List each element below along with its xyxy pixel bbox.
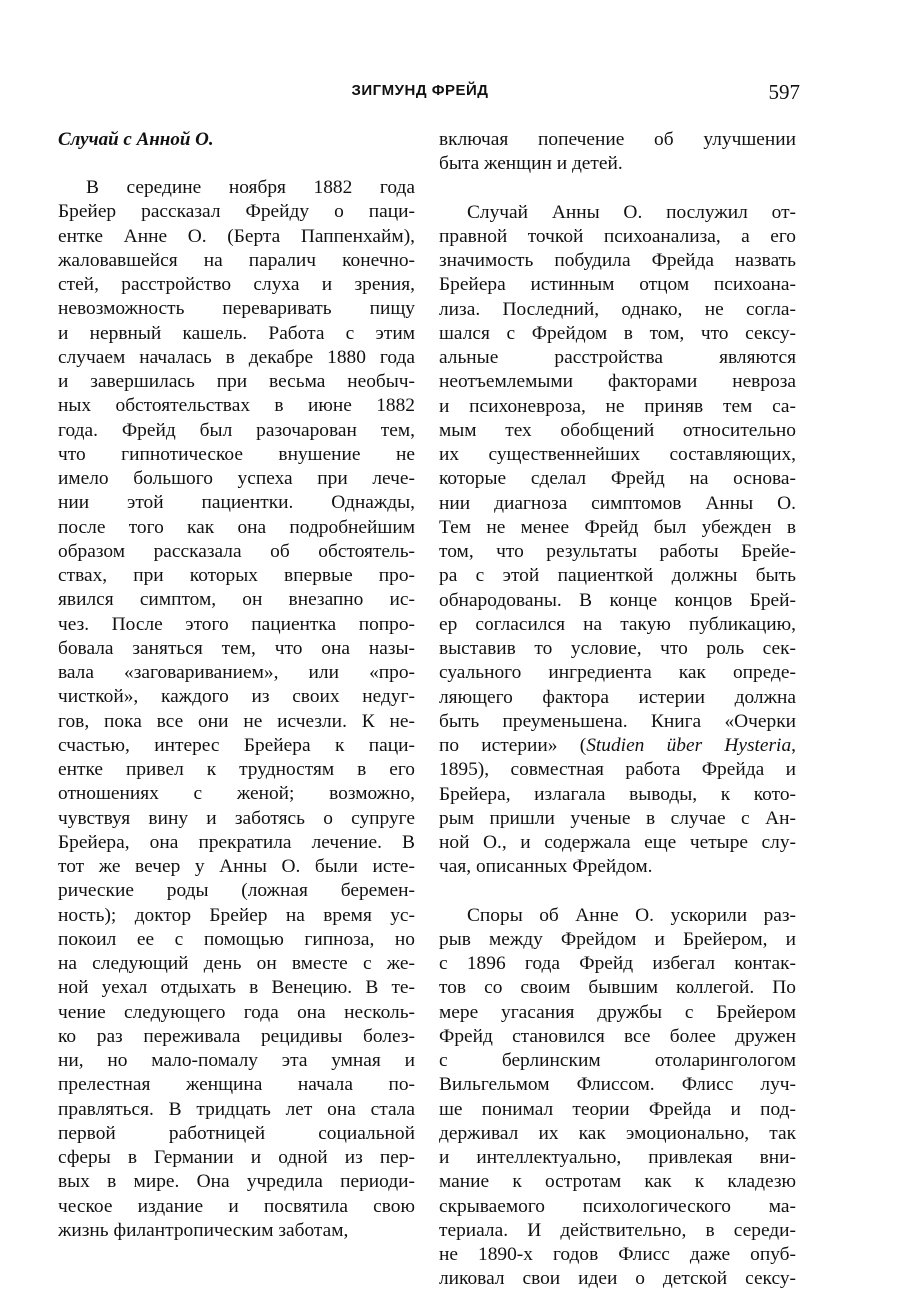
text-line: Брейера истинным отцом психоана- xyxy=(439,274,796,296)
text-line: обнародованы. В конце концов Брей- xyxy=(439,589,796,611)
text-line: отношениях с женой; возможно, xyxy=(58,783,415,805)
paragraph-anna-o-intro xyxy=(58,176,415,1243)
book-title-italic: Studien über Hysteria xyxy=(586,735,792,756)
text-line: образом рассказала об обстоятель- xyxy=(58,540,415,562)
text-line: нии диагноза симптомов Анны О. xyxy=(439,492,796,514)
paragraph-continuation xyxy=(439,128,796,177)
text-line: нии этой пациентки. Однажды, xyxy=(58,492,415,514)
text-line: ко раз переживала рецидивы болез- xyxy=(58,1025,415,1047)
text-line: на следующий день он вместе с же- xyxy=(58,953,415,974)
text-line: значимость побудила Фрейда назвать xyxy=(439,250,796,271)
text-line: териала. И действительно, в середи- xyxy=(439,1219,796,1241)
text-line: правляться. В тридцать лет она стала xyxy=(58,1098,415,1120)
text-line: ше понимал теории Фрейда и под- xyxy=(439,1098,796,1120)
text-line: ческое издание и посвятила свою xyxy=(58,1195,415,1217)
text-line: чая, описанных Фрейдом. xyxy=(439,856,653,878)
text-line: Вильгельмом Флиссом. Флисс луч- xyxy=(439,1074,796,1096)
text-line: ентке привел к трудностям в его xyxy=(58,759,415,780)
text-line: не 1890-х годов Флисс даже опуб- xyxy=(439,1244,796,1265)
running-title: ЗИГМУНД ФРЕЙД xyxy=(351,82,489,99)
section-heading: Случай с Анной О. xyxy=(58,129,214,150)
text-line: покоил ее с помощью гипноза, но xyxy=(58,928,415,950)
text-line: мым тех обобщений относительно xyxy=(439,419,796,441)
text-line: чение следующего года она несколь- xyxy=(58,1001,415,1023)
text-line: мание к остротам как к кладезю xyxy=(439,1171,796,1193)
text-line: Брейера, излагала выводы, к кото- xyxy=(439,783,796,805)
text-line: счастью, интерес Брейера к паци- xyxy=(58,734,415,756)
text-line: ентке Анне О. (Берта Паппенхайм), xyxy=(58,225,415,247)
page-number: 597 xyxy=(768,80,800,104)
text-line: выставив то условие, что роль сек- xyxy=(439,638,796,659)
text-line: ер согласился на такую публикацию, xyxy=(439,613,796,635)
text-line: чез. После этого пациентка попро- xyxy=(58,613,415,635)
text-line: Фрейд становился все более дружен xyxy=(439,1025,796,1047)
text-line: Брейер рассказал Фрейду о паци- xyxy=(58,201,415,223)
text-line: ляющего фактора истерии должна xyxy=(439,686,796,708)
text-line: суального ингредиента как опреде- xyxy=(439,662,796,684)
text-line: и психоневроза, не приняв тем са- xyxy=(439,395,796,417)
text-line: жизнь филантропическим заботам, xyxy=(58,1219,349,1241)
text-line: ликовал свои идеи о детской сексу- xyxy=(439,1268,796,1290)
text-line: рыв между Фрейдом и Брейером, и xyxy=(439,928,796,950)
text-line: правной точкой психоанализа, а его xyxy=(439,225,796,247)
text-line: чувствуя вину и заботясь о супруге xyxy=(58,807,415,829)
text-line: чисткой», каждого из своих недуг- xyxy=(58,686,415,708)
text-line: вала «заговариванием», или «про- xyxy=(58,662,415,683)
text-line: жаловавшейся на паралич конечно- xyxy=(58,249,415,271)
text-line: имело большого успеха при лече- xyxy=(58,468,415,489)
text-line: В середине ноября 1882 года xyxy=(86,177,415,198)
text-line: с берлинским отоларингологом xyxy=(439,1050,796,1071)
text-line: после того как она подробнейшим xyxy=(58,516,415,538)
text-line: ра с этой пациенткой должны быть xyxy=(439,565,796,587)
text-line: держивал их как эмоционально, так xyxy=(439,1122,796,1144)
text-line: явился симптом, он внезапно ис- xyxy=(58,589,415,611)
text-line: ной уехал отдыхать в Венецию. В те- xyxy=(58,977,415,999)
text-line: мере угасания дружбы с Брейером xyxy=(439,1001,796,1023)
text-line: включая попечение об улучшении xyxy=(439,129,796,150)
text-line: прелестная женщина начала по- xyxy=(58,1074,415,1096)
text-line: сферы в Германии и одной из пер- xyxy=(58,1147,415,1168)
text-line: скрываемого психологического ма- xyxy=(439,1195,796,1217)
text-line: том, что результаты работы Брейе- xyxy=(439,541,796,562)
text-line: быта женщин и детей. xyxy=(439,153,623,175)
text-line: бовала заняться тем, что она назы- xyxy=(58,637,415,659)
running-head xyxy=(0,82,900,110)
text-line: шался с Фрейдом в том, что сексу- xyxy=(439,322,796,344)
text-line: 1895), совместная работа Фрейда и xyxy=(439,759,796,781)
text-line xyxy=(439,734,796,758)
text-line: рические роды (ложная беремен- xyxy=(58,880,415,902)
text-line: случаем началась в декабре 1880 года xyxy=(58,346,415,368)
paragraph-anna-o-disputes xyxy=(439,904,796,1292)
text-line: года. Фрейд был разочарован тем, xyxy=(58,419,415,441)
text-line: альные расстройства являются xyxy=(439,347,796,368)
text-line: тот же вечер у Анны О. были исте- xyxy=(58,856,415,877)
text-line: первой работницей социальной xyxy=(58,1122,415,1144)
text-line: ных обстоятельствах в июне 1882 xyxy=(58,395,415,417)
text-line: и завершилась при весьма необыч- xyxy=(58,371,415,392)
text-line: которые сделал Фрейд на основа- xyxy=(439,468,796,490)
left-column xyxy=(58,128,415,1243)
text-line: лиза. Последний, однако, не согла- xyxy=(439,298,796,320)
text-line: вых в мире. Она учредила периоди- xyxy=(58,1171,415,1193)
text-line: и интеллектуально, привлекая вни- xyxy=(439,1147,796,1168)
text-segment: , xyxy=(791,735,796,756)
text-line: рым пришли ученые в случае с Ан- xyxy=(439,807,796,829)
text-line: тов со своим бывшим коллегой. По xyxy=(439,977,796,999)
text-line: ни, но мало-помалу эта умная и xyxy=(58,1050,415,1071)
text-segment: по истерии» ( xyxy=(439,735,587,756)
text-line: ность); доктор Брейер на время ус- xyxy=(58,904,415,926)
right-column xyxy=(439,128,796,1292)
text-line: стей, расстройство слуха и зрения, xyxy=(58,274,415,295)
text-line: ствах, при которых впервые про- xyxy=(58,565,415,586)
text-line: быть преуменьшена. Книга «Очерки xyxy=(439,710,796,732)
text-line: что гипнотическое внушение не xyxy=(58,443,415,465)
paragraph-anna-o-significance xyxy=(439,201,796,880)
text-line: с 1896 года Фрейд избегал контак- xyxy=(439,953,796,974)
text-line: гов, пока все они не исчезли. К не- xyxy=(58,710,415,732)
text-line: Споры об Анне О. ускорили раз- xyxy=(467,904,796,926)
text-line: Тем не менее Фрейд был убежден в xyxy=(439,516,796,538)
text-line: невозможность переваривать пищу xyxy=(58,298,415,320)
text-line: Брейера, она прекратила лечение. В xyxy=(58,831,415,853)
text-line: их существеннейших составляющих, xyxy=(439,444,796,465)
text-line: Случай Анны О. послужил от- xyxy=(467,201,796,223)
text-line: и нервный кашель. Работа с этим xyxy=(58,322,415,344)
text-line: неотъемлемыми факторами невроза xyxy=(439,371,796,393)
text-line: ной О., и содержала еще четыре слу- xyxy=(439,832,796,853)
